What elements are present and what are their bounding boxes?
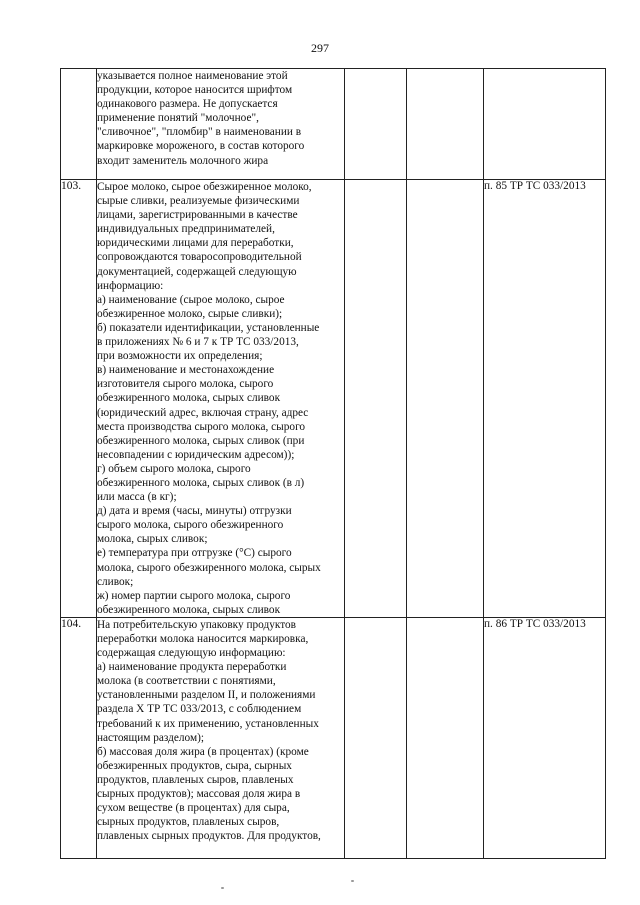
row-number: 103. — [61, 180, 97, 618]
answer-cell — [345, 69, 407, 180]
requirement-text — [97, 180, 345, 618]
requirement-line: е) температура при отгрузке (°С) сырого — [97, 547, 292, 560]
requirement-line: обезжиренного молока, сырых сливок — [97, 392, 281, 405]
requirement-line: в приложениях № 6 и 7 к ТР ТС 033/2013, — [97, 336, 299, 349]
requirement-line: индивидуальных предпринимателей, — [97, 223, 275, 236]
requirement-line: На потребительскую упаковку продуктов — [97, 618, 296, 631]
requirement-line: сырных продуктов, плавленых сыров, — [97, 816, 280, 829]
requirement-line: обезжиренного молока, сырых сливок (в л) — [97, 476, 305, 489]
requirement-line: места производства сырого молока, сырого — [97, 420, 306, 433]
requirement-line: при возможности их определения; — [97, 350, 263, 363]
requirement-line: применение понятий "молочное", — [97, 112, 259, 125]
requirement-line: обезжиренного молока, сырых сливок (при — [97, 434, 305, 447]
requirement-line: или масса (в кг); — [97, 491, 177, 504]
requirement-line: молока (в соответствии с понятиями, — [97, 675, 276, 688]
requirement-line: документацией, содержащей следующую — [97, 265, 297, 278]
requirement-line: "сливочное", "пломбир" в наименовании в — [97, 126, 302, 139]
regulation-reference: п. 85 ТР ТС 033/2013 — [484, 180, 606, 618]
regulation-reference — [484, 69, 606, 180]
requirement-line: указывается полное наименование этой — [97, 70, 288, 82]
answer-cell — [407, 69, 484, 180]
requirement-line: продукции, которое наносится шрифтом — [97, 84, 293, 97]
requirement-line: лицами, зарегистрированными в качестве — [97, 209, 298, 222]
answer-cell — [407, 180, 484, 618]
requirement-line: раздела X ТР ТС 033/2013, с соблюдением — [97, 703, 302, 716]
requirement-line: б) массовая доля жира (в процентах) (кроме — [97, 745, 309, 758]
requirement-line: настоящим разделом); — [97, 731, 205, 744]
requirement-line: г) объем сырого молока, сырого — [97, 462, 251, 475]
requirement-line: молока, сырого обезжиренного молока, сырых — [97, 561, 321, 574]
page-number: 297 — [311, 41, 329, 55]
requirement-line: продуктов, плавленых сыров, плавленых — [97, 773, 294, 786]
answer-cell — [345, 617, 407, 858]
requirement-text — [97, 617, 345, 858]
requirement-line: д) дата и время (часы, минуты) отгрузки — [97, 505, 292, 518]
requirement-line: Сырое молоко, сырое обезжиренное молоко, — [97, 181, 312, 193]
requirement-line: одинакового размера. Не допускается — [97, 98, 278, 111]
scan-speck — [221, 887, 224, 889]
table-row — [61, 69, 606, 180]
requirement-line: плавленых сырных продуктов. Для продуктов, — [97, 830, 321, 843]
requirement-line: а) наименование продукта переработки — [97, 661, 287, 674]
requirement-line: обезжиренных продуктов, сыра, сырных — [97, 759, 292, 772]
requirement-line: сырые сливки, реализуемые физическими — [97, 195, 300, 208]
requirement-line: обезжиренного молока, сырых сливок — [97, 603, 281, 616]
requirement-line: содержащая следующую информацию: — [97, 647, 286, 660]
regulation-reference: п. 86 ТР ТС 033/2013 — [484, 617, 606, 858]
requirement-line: переработки молока наносится маркировка, — [97, 633, 309, 645]
requirement-line: б) показатели идентификации, установленные — [97, 321, 320, 334]
answer-cell — [345, 180, 407, 618]
requirement-line: ж) номер партии сырого молока, сырого — [97, 589, 291, 602]
requirement-line: молока, сырых сливок; — [97, 533, 208, 546]
requirement-line: обезжиренное молоко, сырые сливки); — [97, 307, 283, 320]
requirement-line: в) наименование и местонахождение — [97, 364, 275, 377]
table-row — [61, 180, 606, 618]
requirement-text — [97, 69, 345, 180]
requirement-line: сопровождаются товаросопроводительной — [97, 251, 302, 264]
requirement-line: несовпадении с юридическим адресом)); — [97, 448, 295, 461]
requirements-table — [60, 68, 606, 859]
requirement-line: требований к их применению, установленных — [97, 717, 319, 730]
answer-cell — [407, 617, 484, 858]
row-number — [61, 69, 97, 180]
requirement-line: сырого молока, сырого обезжиренного — [97, 519, 284, 532]
requirement-line: а) наименование (сырое молоко, сырое — [97, 293, 285, 306]
requirement-line: маркировке мороженого, в состав которого — [97, 140, 305, 153]
table-row — [61, 617, 606, 858]
requirement-line: изготовителя сырого молока, сырого — [97, 378, 274, 391]
requirement-line: информацию: — [97, 279, 164, 292]
row-number: 104. — [61, 617, 97, 858]
requirement-line: установленными разделом II, и положениями — [97, 689, 316, 702]
requirement-line: (юридический адрес, включая страну, адрес — [97, 406, 309, 419]
requirement-line: сухом веществе (в процентах) для сыра, — [97, 802, 290, 815]
scan-speck — [351, 880, 354, 882]
requirement-line: входит заменитель молочного жира — [97, 154, 269, 167]
requirement-line: сливок; — [97, 575, 134, 588]
requirement-line: юридическими лицами для переработки, — [97, 237, 294, 250]
requirement-line: сырных продуктов); массовая доля жира в — [97, 788, 301, 801]
